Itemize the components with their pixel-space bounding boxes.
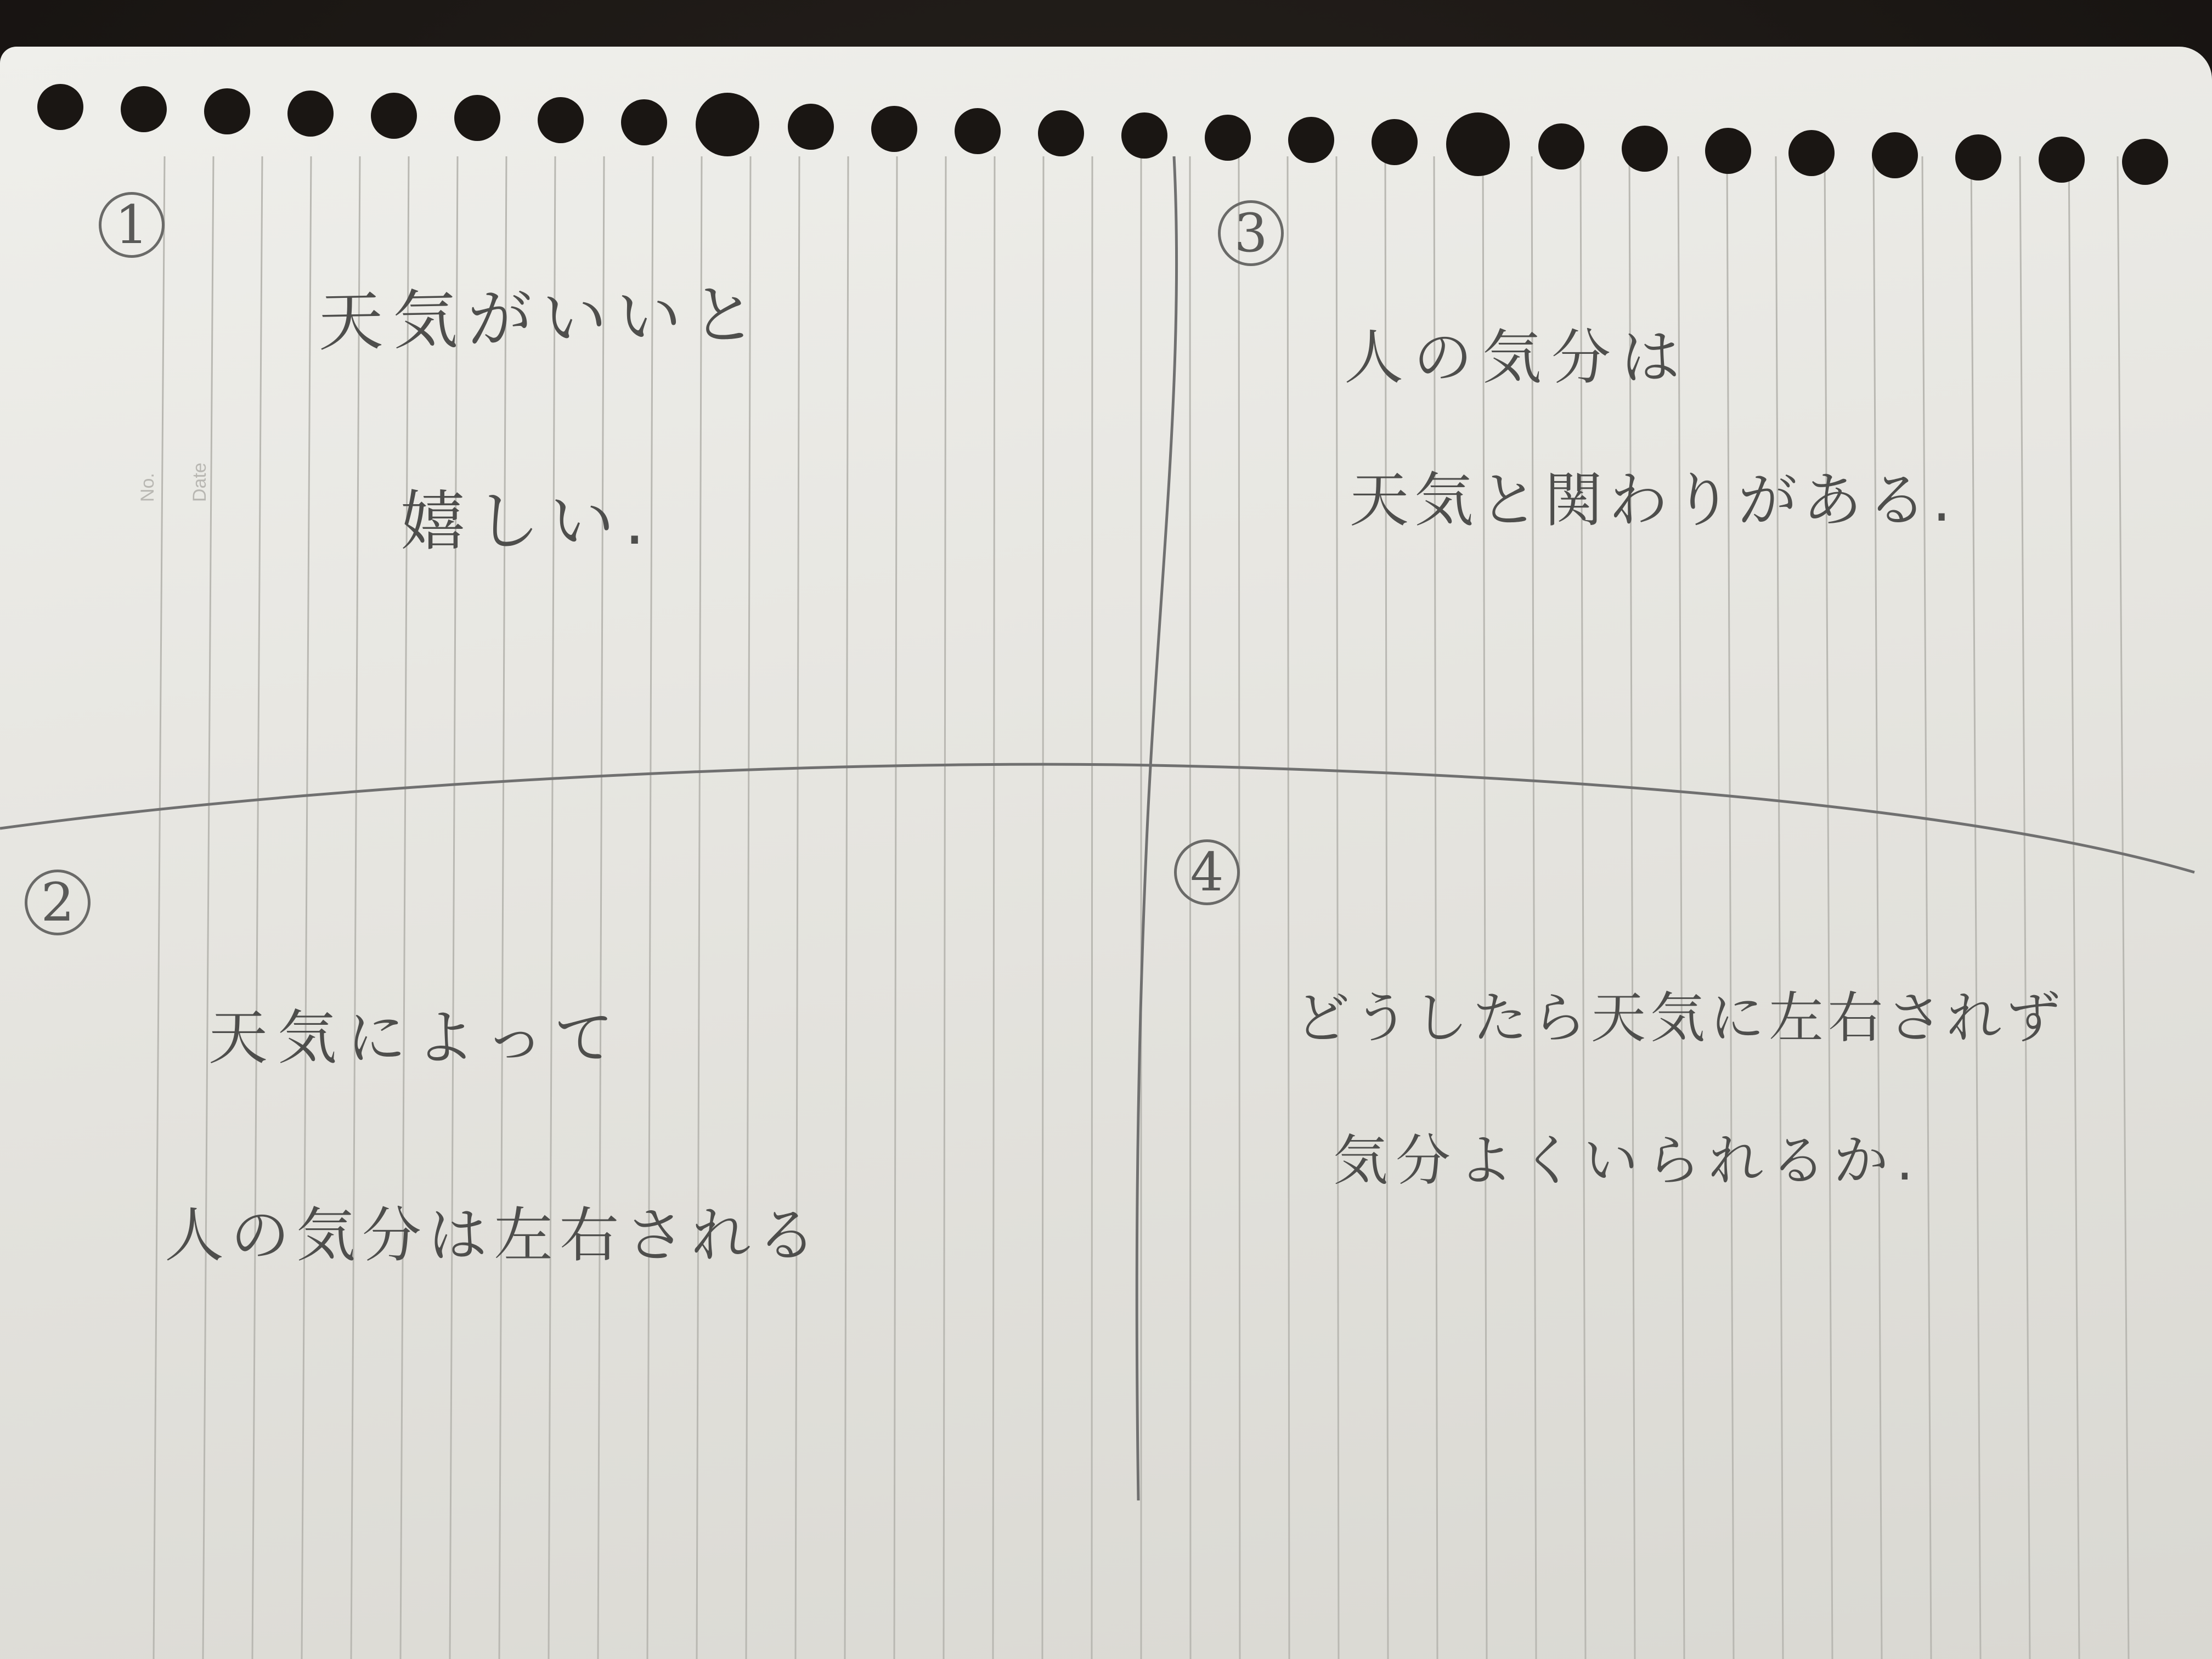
binder-hole [204,88,250,134]
binder-hole [696,93,759,156]
binder-hole [788,104,834,150]
binder-hole [1288,117,1334,163]
rule-line [1776,156,1783,1659]
rule-line [1727,156,1734,1659]
panel-4-number: 4 [1174,839,1240,905]
panel-3-number: 3 [1218,200,1284,266]
rule-line [1239,156,1240,1659]
divider-vertical [1137,156,1176,1500]
rule-line [2069,156,2079,1659]
binder-hole [2039,137,2085,183]
binder-hole [1121,112,1167,159]
panel-2-line-1: 天気によって [208,1004,624,1073]
rule-line [1336,156,1339,1659]
rule-line [450,156,458,1659]
binder-hole [287,91,334,137]
divider-horizontal [0,764,2194,872]
rule-line [894,156,897,1659]
rule-line [499,156,506,1659]
rule-line [1971,156,1980,1659]
rule-line [647,156,653,1659]
rule-line [697,156,702,1659]
binder-hole [1788,130,1835,176]
binder-hole [1705,128,1751,174]
rule-line [944,156,946,1659]
rule-line [1288,156,1289,1659]
rule-line [203,156,213,1659]
rule-line [549,156,555,1659]
rule-line [598,156,604,1659]
binder-hole [871,106,917,152]
rule-line [252,156,262,1659]
rule-line [1825,156,1832,1659]
rule-line [1874,156,1882,1659]
binder-hole [1872,132,1918,178]
binder-holes [0,47,2212,189]
panel-4-line-1: どうしたら天気に左右されず [1295,986,2065,1050]
rule-line [1922,156,1931,1659]
binder-hole [955,108,1001,154]
panel-3-line-1: 人の気分は [1344,324,1690,392]
rule-line [746,156,751,1659]
rule-line [2118,156,2129,1659]
panel-1-line-2: 嬉しい. [400,483,655,559]
binder-hole [538,97,584,143]
rule-line [1042,156,1043,1659]
rule-line [993,156,995,1659]
binder-hole [2122,139,2168,185]
panel-2-line-2: 人の気分は左右される [165,1201,823,1270]
number-label: No. [137,473,158,502]
rule-line [795,156,799,1659]
binder-hole [1372,119,1418,165]
panel-1-number: 1 [99,192,165,258]
binder-hole [1446,112,1510,176]
binder-hole [1955,134,2001,180]
binder-hole [621,99,667,145]
rule-line [351,156,360,1659]
binder-hole [121,86,167,132]
date-label: Date [189,462,210,502]
rule-line [302,156,311,1659]
header-labels [132,431,241,540]
panel-3-line-2: 天気と関わりがある. [1350,466,1957,535]
rule-line [2020,156,2030,1659]
binder-hole [1038,110,1084,156]
panel-2-number: 2 [25,870,91,935]
rule-line [845,156,848,1659]
binder-hole [37,84,83,130]
binder-hole [1205,115,1251,161]
rule-line [400,156,409,1659]
binder-hole [454,95,500,141]
binder-hole [1538,123,1584,170]
rule-line [154,156,165,1659]
panel-4-line-2: 気分よくいられるか. [1333,1128,1921,1193]
binder-hole [1622,126,1668,172]
binder-hole [371,93,417,139]
panel-1-line-1: 天気がいいと [318,276,767,360]
loose-leaf-sheet [0,47,2212,1659]
